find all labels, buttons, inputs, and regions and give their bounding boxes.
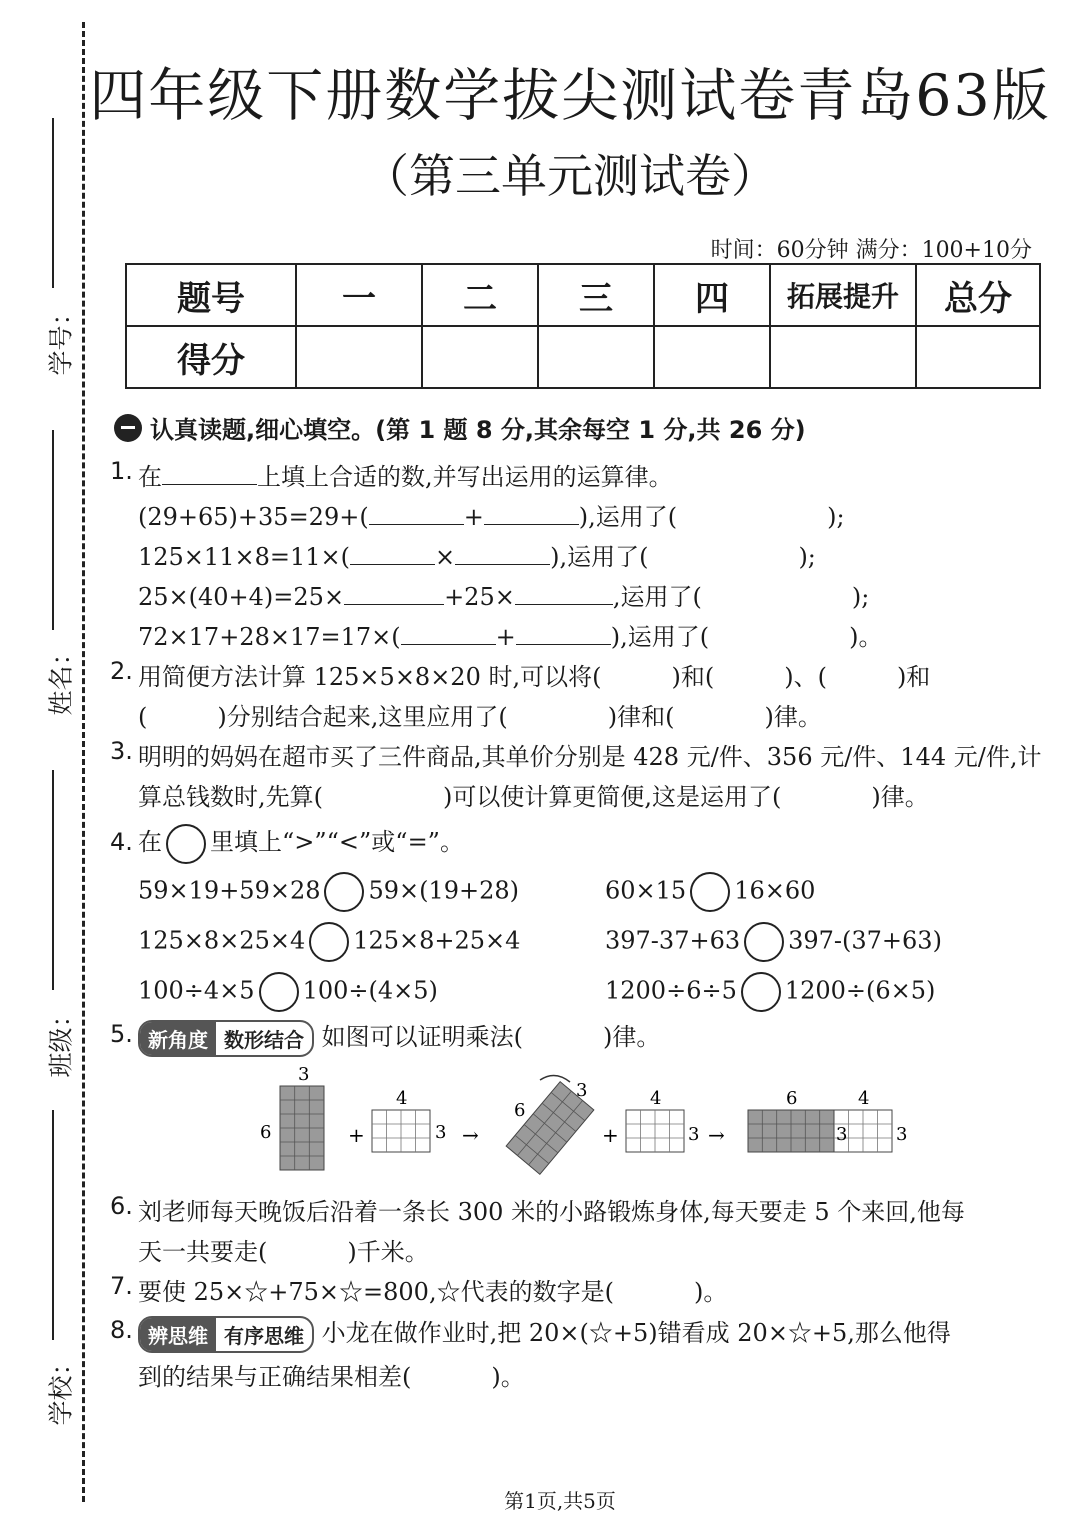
- question-4-row-1-right: 60×15 16×60: [605, 872, 815, 912]
- question-8-line-1: 辨思维 有序思维 小龙在做作业时,把 20×(☆+5)错看成 20×☆+5,那么他得: [138, 1313, 951, 1353]
- question-1-intro: 在 上填上合适的数,并写出运用的运算律。: [138, 463, 673, 491]
- page-subtitle: （第三单元测试卷）: [363, 149, 777, 203]
- plus-sign: +: [348, 1123, 365, 1147]
- score-row-label: 得分: [126, 326, 296, 388]
- question-2-line-2: ( )分别结合起来,这里应用了( )律和( )律。: [138, 703, 822, 731]
- score-input-cell[interactable]: [770, 326, 916, 388]
- figure-label: 4: [396, 1088, 408, 1109]
- score-input-cell[interactable]: [422, 326, 538, 388]
- compare-circle-icon: [166, 824, 206, 864]
- question-7-line: 要使 25×☆+75×☆=800,☆代表的数字是( )。: [138, 1278, 728, 1306]
- question-8-line-2: 到的结果与正确结果相差( )。: [138, 1363, 525, 1391]
- school-line: [52, 1110, 54, 1340]
- section-heading: [114, 410, 806, 445]
- figure-label: 6: [260, 1122, 272, 1143]
- score-header-cell: 一: [296, 264, 422, 326]
- compare-circle[interactable]: [744, 922, 784, 962]
- answer-blank[interactable]: [344, 603, 444, 605]
- compare-circle[interactable]: [259, 972, 299, 1012]
- question-3-line-1: 明明的妈妈在超市买了三件商品,其单价分别是 428 元/件、356 元/件、144 元/件,计: [138, 743, 1042, 771]
- question-4-row-3-right: 1200÷6÷5 1200÷(6×5): [605, 972, 935, 1012]
- question-6-line-2: 天一共要走( )千米。: [138, 1238, 429, 1266]
- score-input-cell[interactable]: [916, 326, 1040, 388]
- answer-blank[interactable]: [401, 643, 496, 645]
- figure-label: 3: [435, 1122, 447, 1143]
- score-input-cell[interactable]: [296, 326, 422, 388]
- compare-circle[interactable]: [324, 872, 364, 912]
- figure-label: 4: [650, 1088, 662, 1109]
- class-label: 班级：: [46, 1002, 76, 1078]
- score-header-cell: 四: [654, 264, 770, 326]
- question-1-line-2: 125×11×8=11×( × ),运用了( );: [138, 543, 816, 571]
- section-heading-text: 认真读题,细心填空。(第 1 题 8 分,其余每空 1 分,共 26 分): [150, 416, 806, 444]
- score-header-cell: 总分: [916, 264, 1040, 326]
- figure-label: 6: [514, 1100, 526, 1121]
- section-one-icon: [114, 414, 142, 442]
- answer-blank[interactable]: [369, 523, 464, 525]
- question-4-row-2-left: 125×8×25×4 125×8+25×4: [138, 922, 520, 962]
- question-number: 5.: [110, 1020, 133, 1048]
- question-number: 2.: [110, 657, 133, 685]
- question-1-line-3: 25×(40+4)=25× +25× ,运用了( );: [138, 583, 870, 611]
- score-table: [125, 263, 1041, 389]
- question-3-line-2: 算总钱数时,先算( )可以使计算更简便,这是运用了( )律。: [138, 783, 929, 811]
- time-info: 时间：60分钟 满分：100+10分: [710, 238, 1032, 263]
- answer-blank[interactable]: [515, 603, 613, 605]
- score-header-cell: 题号: [126, 264, 296, 326]
- compare-circle[interactable]: [741, 972, 781, 1012]
- question-1-line-1: (29+65)+35=29+( + ),运用了( );: [138, 503, 845, 531]
- compare-circle[interactable]: [690, 872, 730, 912]
- plus-sign: +: [602, 1123, 619, 1147]
- figure-label: 3: [298, 1064, 310, 1085]
- question-6-line-1: 刘老师每天晚饭后沿着一条长 300 米的小路锻炼身体,每天要走 5 个来回,他每: [138, 1198, 965, 1226]
- question-number: 6.: [110, 1192, 133, 1220]
- arrow-sign: →: [708, 1123, 725, 1147]
- page-footer: 第1页,共5页: [504, 1489, 616, 1513]
- figure-label: 3: [688, 1124, 700, 1145]
- rotation-arrow-icon: [540, 1075, 570, 1082]
- arrow-sign: →: [462, 1123, 479, 1147]
- answer-blank[interactable]: [455, 563, 550, 565]
- answer-blank[interactable]: [162, 483, 257, 485]
- score-header-cell: 拓展提升: [770, 264, 916, 326]
- score-input-cell[interactable]: [654, 326, 770, 388]
- name-label: 姓名：: [46, 640, 76, 716]
- page-title: 四年级下册数学拔尖测试卷青岛63版: [89, 63, 1051, 129]
- question-4-intro: 在 里填上“>”“<”或“=”。: [138, 822, 464, 864]
- question-number: 8.: [110, 1316, 133, 1344]
- tag-badge: 辨思维 有序思维: [138, 1316, 314, 1353]
- question-number: 1.: [110, 457, 133, 485]
- name-line: [52, 430, 54, 630]
- question-1-line-4: 72×17+28×17=17×( + ),运用了( )。: [138, 623, 883, 651]
- answer-blank[interactable]: [484, 523, 579, 525]
- score-header-cell: 三: [538, 264, 654, 326]
- compare-circle[interactable]: [309, 922, 349, 962]
- figure-label: 3: [896, 1124, 908, 1145]
- question-number: 7.: [110, 1272, 133, 1300]
- question-4-row-1-left: 59×19+59×28 59×(19+28): [138, 872, 519, 912]
- question-4-row-2-right: 397-37+63 397-(37+63): [605, 922, 942, 962]
- score-input-cell[interactable]: [538, 326, 654, 388]
- figure-label: 4: [858, 1088, 870, 1109]
- figure-label: 6: [786, 1088, 798, 1109]
- question-5-line: 新角度 数形结合 如图可以证明乘法( )律。: [138, 1017, 660, 1057]
- binding-margin-line: [82, 22, 85, 1502]
- school-label: 学校：: [46, 1350, 76, 1426]
- multiplication-area-figure: [250, 1060, 930, 1180]
- tag-badge: 新角度 数形结合: [138, 1020, 314, 1057]
- question-4-row-3-left: 100÷4×5 100÷(4×5): [138, 972, 438, 1012]
- score-header-cell: 二: [422, 264, 538, 326]
- figure-label: 3: [836, 1124, 848, 1145]
- figure-label: 3: [576, 1080, 588, 1101]
- student-id-label: 学号：: [46, 300, 76, 376]
- answer-blank[interactable]: [516, 643, 611, 645]
- question-2-line-1: 用简便方法计算 125×5×8×20 时,可以将( )和( )、( )和: [138, 663, 931, 691]
- question-number: 4.: [110, 828, 133, 856]
- answer-blank[interactable]: [350, 563, 435, 565]
- question-number: 3.: [110, 737, 133, 765]
- class-line: [52, 770, 54, 990]
